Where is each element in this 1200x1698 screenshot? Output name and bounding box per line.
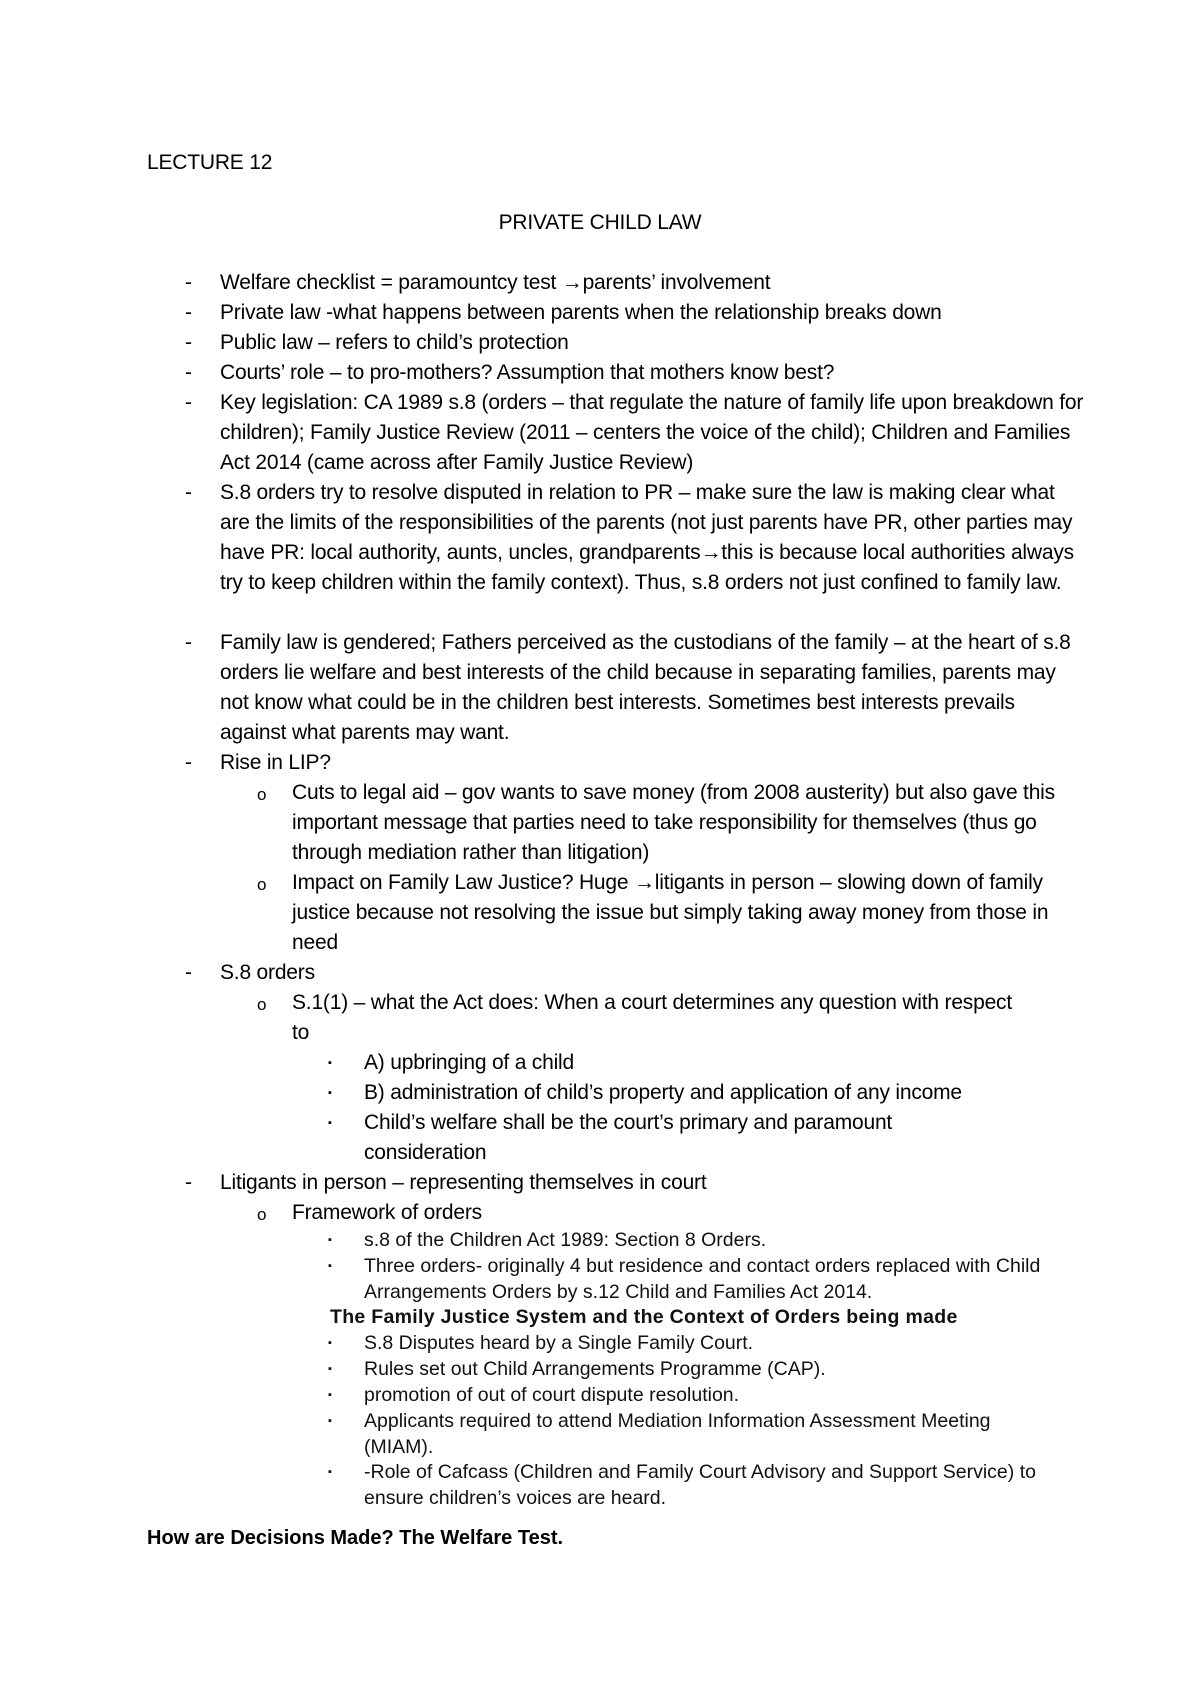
square-bullet: ▪ <box>328 1415 332 1427</box>
list-item: - S.8 orders try to resolve disputed in relation to PR – make sure the law is making clear what are the limits of the responsibilities of the parents (not just parents have PR, other parties may have PR: local authority, aunts, uncles, grandparents→this is because local authorities always try to keep children within the family context). Thus, s.8 orders not just confined to family law. <box>185 478 1085 598</box>
list-item: - Key legislation: CA 1989 s.8 (orders – that regulate the nature of family life upon breakdown for children); Family Justice Review (2011 – centers the voice of the child); Children and Families Act 2014 (came across after Family Justice Review) <box>185 388 1085 478</box>
lecture-heading: LECTURE 12 <box>147 151 273 174</box>
sub-sub-list-item: ▪ S.8 Disputes heard by a Single Family Court. <box>328 1331 1088 1357</box>
dash-bullet: - <box>185 1171 192 1194</box>
dash-bullet: - <box>185 751 192 774</box>
dash-bullet: - <box>185 481 192 504</box>
sub-sub-list-item: ▪ Three orders- originally 4 but residence and contact orders replaced with Child Arrangements Orders by s.12 Child and Families Act 2014. <box>328 1255 1041 1303</box>
dash-bullet: - <box>185 301 192 324</box>
square-bullet: ▪ <box>328 1117 332 1129</box>
page-title: PRIVATE CHILD LAW <box>498 211 702 234</box>
sub-list-item: o Impact on Family Law Justice? Huge →litigants in person – slowing down of family justice because not resolving the issue but simply taking away money from those in need <box>257 871 1049 954</box>
list-item: - Courts’ role – to pro-mothers? Assumption that mothers know best? <box>185 358 1085 388</box>
dash-bullet: - <box>185 361 192 384</box>
list-item: - S.8 orders <box>185 958 1085 988</box>
list-item: - Private law -what happens between parents when the relationship breaks down <box>185 298 1085 328</box>
sub-sub-list-item: ▪ s.8 of the Children Act 1989: Section 8 Orders. <box>328 1228 1088 1254</box>
square-bullet: ▪ <box>328 1260 332 1272</box>
sub-sub-list-item: ▪ A) upbringing of a child <box>328 1048 1088 1078</box>
sub-sub-list-item: ▪ -Role of Cafcass (Children and Family Court Advisory and Support Service) to ensure children’s voices are heard. <box>328 1461 1036 1509</box>
section-heading: The Family Justice System and the Context of Orders being made <box>330 1306 958 1328</box>
list-item: - Family law is gendered; Fathers perceived as the custodians of the family – at the heart of s.8 orders lie welfare and best interests of the child because in separating families, parents may not know what could be in the children best interests. Sometimes best interests prevails against what parents may want. <box>185 628 1085 748</box>
square-bullet: ▪ <box>328 1389 332 1401</box>
dash-bullet: - <box>185 631 192 654</box>
list-item: - Litigants in person – representing themselves in court <box>185 1168 1085 1198</box>
sub-sub-list-item: ▪ Rules set out Child Arrangements Programme (CAP). <box>328 1357 1088 1383</box>
sub-sub-list-item: ▪ Applicants required to attend Mediation Information Assessment Meeting (MIAM). <box>328 1410 991 1458</box>
sub-list-item: o S.1(1) – what the Act does: When a court determines any question with respect to <box>257 991 1012 1044</box>
square-bullet: ▪ <box>328 1057 332 1069</box>
square-bullet: ▪ <box>328 1466 332 1478</box>
square-bullet: ▪ <box>328 1234 332 1246</box>
dash-bullet: - <box>185 271 192 294</box>
list-item: - Public law – refers to child’s protection <box>185 328 1085 358</box>
list-item: - Rise in LIP? <box>185 748 1085 778</box>
list-item: - Welfare checklist = paramountcy test →parents’ involvement <box>185 268 1085 298</box>
square-bullet: ▪ <box>328 1337 332 1349</box>
sub-sub-list-item: ▪ promotion of out of court dispute resolution. <box>328 1383 1088 1409</box>
square-bullet: ▪ <box>328 1087 332 1099</box>
sub-list-item: o Cuts to legal aid – gov wants to save money (from 2008 austerity) but also gave this important message that parties need to take responsibility for themselves (thus go through mediation rather than litigation) <box>257 781 1055 864</box>
circle-bullet: o <box>257 875 267 894</box>
sub-list-item: o Framework of orders <box>257 1198 1077 1228</box>
dash-bullet: - <box>185 961 192 984</box>
circle-bullet: o <box>257 1205 267 1224</box>
dash-bullet: - <box>185 391 192 414</box>
circle-bullet: o <box>257 995 267 1014</box>
dash-bullet: - <box>185 331 192 354</box>
welfare-test-heading: How are Decisions Made? The Welfare Test. <box>147 1527 564 1549</box>
circle-bullet: o <box>257 785 267 804</box>
square-bullet: ▪ <box>328 1363 332 1375</box>
sub-sub-list-item: ▪ Child’s welfare shall be the court’s primary and paramount consideration <box>328 1108 968 1168</box>
sub-sub-list-item: ▪ B) administration of child’s property and application of any income <box>328 1078 1088 1108</box>
